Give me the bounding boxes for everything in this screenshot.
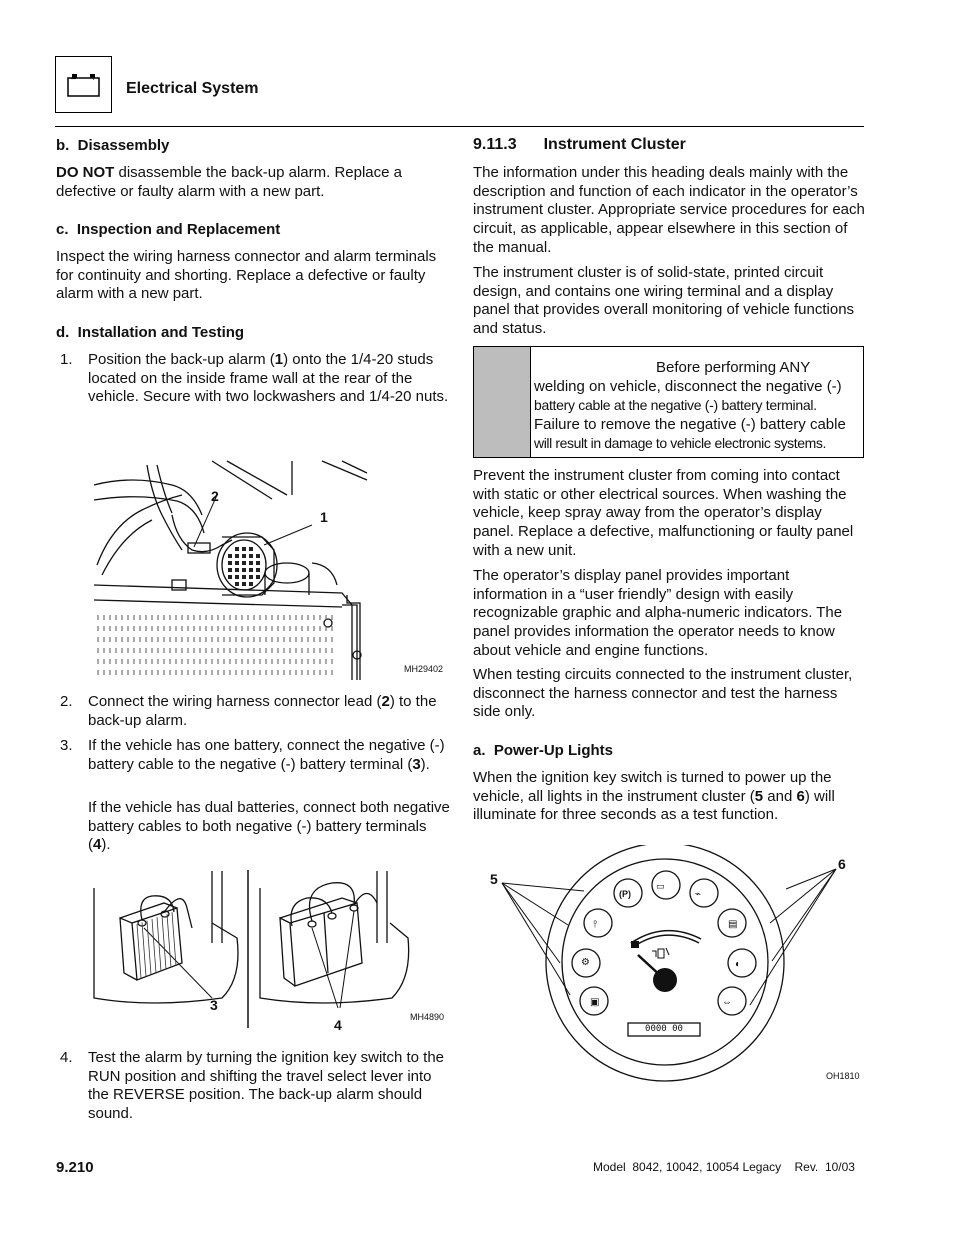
- turn-signal-icon: ⇔: [722, 997, 732, 1008]
- figure-3-label-5: 5: [490, 871, 498, 887]
- oil-pressure-icon: ⌁: [695, 889, 702, 900]
- step-2-number: 2.: [60, 693, 73, 710]
- power-up-text-a: When the ignition key switch is turned to power up the vehicle, all lights in the instrument cluster (: [473, 769, 832, 805]
- coolant-temp-icon: ⫯: [593, 919, 598, 930]
- power-up-text-b: ) will illuminate for three seconds as a test function.: [473, 787, 835, 824]
- section-title: Electrical System: [126, 80, 259, 97]
- service-icon: ▣: [590, 997, 600, 1008]
- figure-batteries: [92, 868, 452, 1038]
- cluster-design: The instrument cluster is of solid-state, printed circuit design, and contains one wiring terminal and a display panel that provides overall monitoring of vehicle functions and status.: [473, 264, 855, 338]
- power-up-ref-6: 6: [796, 787, 805, 805]
- step-3-text: [88, 737, 450, 774]
- engine-icon: ▤: [728, 919, 738, 930]
- display-panel-info: The operator’s display panel provides important information in a “user friendly” design with easily recognizable graphic and alpha-numeric indicators. The panel provides information the operator needs to know about vehicle and engine functions.: [473, 567, 843, 659]
- section-number: 9.11.3: [473, 136, 517, 153]
- battery-icon: [55, 56, 112, 113]
- step-1-ref: 1: [274, 351, 284, 368]
- step-2-ref: 2: [381, 693, 390, 710]
- heading-installation: d. Installation and Testing: [56, 324, 245, 341]
- battery-warning-icon: ▭: [656, 881, 665, 891]
- caution-line-3: battery cable at the negative (-) battery terminal.: [534, 397, 817, 413]
- power-up-text: [473, 769, 865, 825]
- power-up-ref-5: 5: [754, 787, 764, 805]
- step-4-number: 4.: [60, 1049, 73, 1066]
- cluster-intro: The information under this heading deals mainly with the description and function of each indicator in the operator’s instrument cluster. Appropriate service procedures for each circuit, as applicable, appear elsewhere in this section of the manual.: [473, 164, 865, 256]
- step-3-text-a: If the vehicle has one battery, connect the negative (-) battery cable to the negative (-) battery terminal (: [88, 737, 445, 773]
- step-3-dual-ref: 4: [93, 836, 102, 854]
- parking-brake-icon: (P): [619, 889, 631, 899]
- header-rule: [55, 126, 864, 127]
- battery-minus: –: [71, 73, 77, 83]
- testing-circuits: When testing circuits connected to the instrument cluster, disconnect the harness connector and test the harness side only.: [473, 666, 853, 721]
- heading-disassembly: b. Disassembly: [56, 137, 170, 154]
- heading-power-up: a. Power-Up Lights: [473, 742, 614, 759]
- cluster-protection: Prevent the instrument cluster from coming into contact with static or other electrical sources. When washing the vehicle, keep spray away from the operator’s display panel. Replace a defective, malfunctioning or faulty panel with a new unit.: [473, 467, 854, 559]
- step-1-number: 1.: [60, 351, 73, 368]
- caution-box: [473, 346, 864, 458]
- step-2-text: [88, 693, 450, 730]
- step-2-text-c: ) to the back-up alarm.: [88, 693, 437, 729]
- headlight-icon: ◐: [735, 959, 742, 970]
- inspection-text: Inspect the wiring harness connector and alarm terminals for continuity and shorting. Replace a defective or faulty alarm with a new part.: [56, 248, 437, 303]
- caution-line-5: will result in damage to vehicle electronic systems.: [534, 435, 826, 451]
- page-number: 9.210: [56, 1159, 94, 1176]
- step-3-dual-text-a: If the vehicle has dual batteries, connect both negative battery cables to both negative (-) battery terminals (: [88, 799, 450, 854]
- header-icon-box: [55, 56, 112, 113]
- step-4-text: Test the alarm by turning the ignition key switch to the RUN position and shifting the travel select lever into the REVERSE position. The back-up alarm should sound.: [88, 1049, 445, 1123]
- figure-backup-alarm: [92, 455, 452, 680]
- caution-line-1: Before performing ANY: [656, 359, 811, 376]
- step-1-text-a: Position the back-up alarm (: [88, 351, 275, 368]
- section-heading: [473, 136, 686, 154]
- battery-plus: +: [91, 73, 97, 83]
- figure-instrument-cluster: [480, 845, 864, 1085]
- step-3-number: 3.: [60, 737, 73, 754]
- backup-alarm-drawing: [92, 455, 452, 680]
- instrument-cluster-drawing: [480, 845, 864, 1085]
- step-2-text-a: Connect the wiring harness connector lead (: [88, 693, 382, 710]
- figure-3-label-6: 6: [838, 856, 846, 872]
- figure-1-label-2: 2: [211, 488, 219, 504]
- figure-1-label-1: 1: [320, 509, 328, 525]
- disassembly-text-rest: disassemble the back-up alarm. Replace a defective or faulty alarm with a new part.: [56, 164, 402, 200]
- caution-line-2: welding on vehicle, disconnect the negative (-): [534, 378, 842, 395]
- step-1-text: [88, 351, 450, 407]
- step-1-text-c: ) onto the 1/4-20 studs located on the inside frame wall at the rear of the vehicle. Secure with two lockwashers and 1/4-20 nuts.: [88, 351, 449, 406]
- figure-2-code: MH4890: [410, 1012, 445, 1022]
- step-3-dual-text: [88, 799, 450, 855]
- caution-shaded-panel: [474, 347, 531, 457]
- figure-2-label-3: 3: [210, 997, 218, 1013]
- step-3-ref: 3: [412, 755, 421, 773]
- power-up-text-and: and: [763, 787, 797, 805]
- figure-3-code: OH1810: [826, 1071, 860, 1081]
- model-revision: Model 8042, 10042, 10054 Legacy Rev. 10/03: [593, 1160, 855, 1174]
- step-3-dual-text-c: ).: [101, 836, 111, 854]
- section-heading-title: Instrument Cluster: [543, 136, 686, 153]
- step-3-text-c: ).: [420, 755, 430, 773]
- caution-line-4: Failure to remove the negative (-) battery cable: [534, 416, 846, 433]
- hydraulic-temp-icon: ⚙: [581, 957, 590, 968]
- heading-inspection: c. Inspection and Replacement: [56, 221, 281, 238]
- figure-2-label-4: 4: [334, 1017, 342, 1033]
- batteries-drawing: [92, 868, 452, 1038]
- disassembly-text: [56, 164, 446, 201]
- do-not-emphasis: DO NOT: [56, 164, 115, 181]
- hourmeter-readout: 0000 00: [645, 1024, 683, 1034]
- figure-1-code: MH29402: [404, 664, 444, 674]
